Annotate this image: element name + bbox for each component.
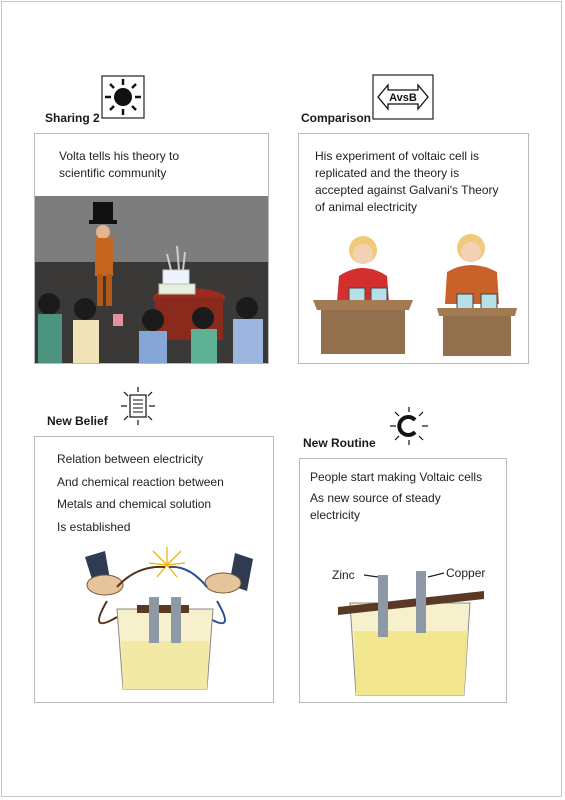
cycle-sun-icon xyxy=(389,406,429,446)
comparison-text xyxy=(315,148,520,216)
comparison-panel xyxy=(298,133,529,364)
sharing-panel xyxy=(34,133,269,364)
text-line: accepted against Galvani's Theory xyxy=(315,183,499,197)
sun-icon xyxy=(101,75,145,119)
comparison-heading: Comparison xyxy=(301,111,372,125)
text-line: Metals and chemical solution xyxy=(57,497,212,511)
text-line: of animal electricity xyxy=(315,200,418,214)
text-line: Volta tells his theory to xyxy=(59,149,180,163)
new-routine-text xyxy=(310,469,498,524)
text-line: His experiment of voltaic cell is xyxy=(315,149,480,163)
text-line: scientific community xyxy=(59,166,167,180)
text-line: Relation between electricity xyxy=(57,452,204,466)
new-routine-heading: New Routine xyxy=(303,436,376,450)
text-line: electricity xyxy=(310,508,361,522)
copper-label: Copper xyxy=(446,566,486,580)
voltaic-cell-spark-illustration xyxy=(77,545,257,695)
text-line: replicated and the theory is xyxy=(315,166,460,180)
new-routine-panel xyxy=(299,458,507,703)
text-line: As new source of steady xyxy=(310,491,441,505)
new-belief-heading: New Belief xyxy=(47,414,108,428)
voltaic-cell-zinc-copper-illustration xyxy=(324,559,504,699)
compare-arrows-icon xyxy=(372,74,434,120)
document-sun-icon xyxy=(118,386,158,426)
sharing-heading: Sharing 2 xyxy=(45,111,100,125)
scientists-comparison-illustration xyxy=(303,224,525,362)
compare-icon-text: AvsB xyxy=(389,92,417,104)
new-belief-text xyxy=(57,451,265,541)
text-line: And chemical reaction between xyxy=(57,474,224,489)
zinc-label: Zinc xyxy=(332,568,355,582)
sharing-text xyxy=(59,148,260,182)
volta-lecture-illustration xyxy=(35,196,268,364)
text-line: People start making Voltaic cells xyxy=(310,470,483,484)
text-line: Is established xyxy=(57,519,131,534)
new-belief-panel xyxy=(34,436,274,703)
